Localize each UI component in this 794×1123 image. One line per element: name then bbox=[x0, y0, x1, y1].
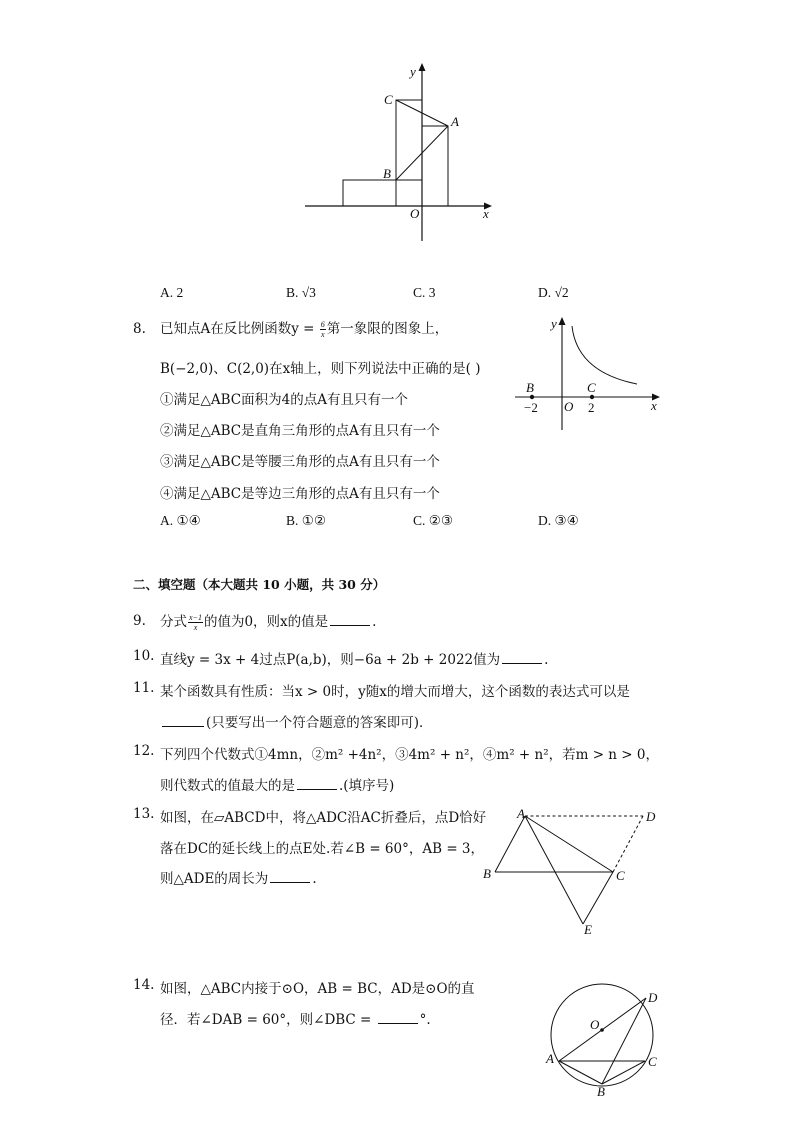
q9-text-a: 分式 bbox=[160, 614, 187, 630]
q13-number: 13. bbox=[133, 806, 155, 822]
q7-label-x: x bbox=[483, 206, 489, 221]
q7-figure bbox=[300, 58, 500, 248]
q13-label-e: E bbox=[584, 922, 592, 937]
q8-statement-3: ③满足△ABC是等腰三角形的点A有且只有一个 bbox=[160, 454, 440, 470]
q8-line1 bbox=[160, 317, 448, 339]
q12-line2-b: .(填序号) bbox=[339, 778, 395, 794]
q8-option-c: C. ②③ bbox=[413, 513, 453, 528]
q13-figure bbox=[478, 802, 668, 942]
q8-figure bbox=[515, 312, 665, 434]
q14-line1: 如图，△ABC内接于⊙O，AB = BC，AD是⊙O的直 bbox=[160, 981, 475, 997]
q8-statement-2: ②满足△ABC是直角三角形的点A有且只有一个 bbox=[160, 423, 440, 439]
q8-statement-1: ①满足△ABC面积为4的点A有且只有一个 bbox=[160, 392, 408, 408]
q8-option-d: D. ③④ bbox=[538, 513, 579, 528]
q10-text bbox=[160, 648, 548, 668]
q14-line2 bbox=[160, 1008, 431, 1028]
section2-title: 二、填空题（本大题共 10 小题，共 30 分） bbox=[133, 577, 386, 592]
q7-option-c: C. 3 bbox=[413, 285, 436, 300]
q13-line2: 落在DC的延长线上的点E处.若∠B = 60°，AB = 3， bbox=[160, 841, 485, 857]
q11-line2-text: (只要写出一个符合题意的答案即可)． bbox=[206, 715, 433, 731]
q11-line1: 某个函数具有性质：当x > 0时，y随x的增大而增大，这个函数的表达式可以是 bbox=[160, 684, 630, 700]
q13-line3 bbox=[160, 867, 317, 887]
q11-answer-blank[interactable] bbox=[162, 725, 204, 727]
q10-text-main: 直线y = 3x + 4过点P(a,b)，则−6a + 2b + 2022值为 bbox=[160, 652, 501, 668]
q9-text bbox=[160, 610, 376, 632]
q12-line2 bbox=[160, 774, 394, 794]
q8-frac-den: x bbox=[321, 330, 325, 339]
q14-label-b: B bbox=[597, 1084, 605, 1098]
q7-label-c: C bbox=[384, 92, 393, 107]
q9-frac-num: x−1 bbox=[189, 613, 202, 622]
q14-number: 14. bbox=[133, 977, 155, 993]
q12-answer-blank[interactable] bbox=[297, 788, 337, 790]
q12-number: 12. bbox=[133, 743, 155, 759]
q8-label-o: O bbox=[564, 399, 574, 414]
q8-label-c: C bbox=[587, 380, 596, 395]
q11-line2 bbox=[160, 711, 433, 731]
q13-answer-blank[interactable] bbox=[270, 881, 310, 883]
q13-label-c: C bbox=[616, 868, 625, 883]
q8-label-neg2: −2 bbox=[524, 400, 538, 415]
q9-end: . bbox=[372, 614, 377, 630]
q13-line1: 如图，在▱ABCD中，将△ADC沿AC折叠后，点D恰好 bbox=[160, 810, 487, 826]
q12-line2-a: 则代数式的值最大的是 bbox=[160, 778, 295, 794]
q10-number: 10. bbox=[133, 648, 155, 664]
q8-label-x: x bbox=[651, 398, 657, 413]
q8-label-2: 2 bbox=[588, 400, 595, 415]
q8-label-b: B bbox=[526, 380, 534, 395]
q8-fraction bbox=[320, 320, 326, 339]
q8-line1-b: 第一象限的图象上， bbox=[326, 321, 449, 337]
q14-line2-a: 径．若∠DAB = 60°，则∠DBC = bbox=[160, 1012, 376, 1028]
q8-statement-4: ④满足△ABC是等边三角形的点A有且只有一个 bbox=[160, 486, 440, 502]
q7-label-b: B bbox=[383, 166, 391, 181]
q10-answer-blank[interactable] bbox=[502, 662, 542, 664]
q8-line2: B(−2,0)、C(2,0)在x轴上，则下列说法中正确的是( ) bbox=[160, 361, 481, 377]
q8-label-y: y bbox=[551, 316, 557, 331]
q11-number: 11. bbox=[133, 680, 155, 696]
q13-label-a: A bbox=[517, 806, 525, 821]
q8-number: 8. bbox=[133, 321, 146, 337]
q13-line3-a: 则△ADE的周长为 bbox=[160, 871, 269, 887]
q13-line3-b: . bbox=[312, 871, 317, 887]
q10-end: . bbox=[544, 652, 549, 668]
q9-number: 9. bbox=[133, 613, 146, 629]
q14-label-c: C bbox=[648, 1054, 657, 1069]
q7-label-o: O bbox=[410, 206, 420, 221]
q8-option-b: B. ①② bbox=[286, 513, 326, 528]
q8-frac-num: 6 bbox=[320, 320, 325, 329]
q8-line1-a: 已知点A在反比例函数y = bbox=[160, 321, 319, 337]
q9-frac-den: x bbox=[193, 623, 198, 632]
q7-option-a: A. 2 bbox=[160, 285, 184, 300]
q9-answer-blank[interactable] bbox=[330, 624, 370, 626]
q7-option-d: D. √2 bbox=[538, 285, 569, 300]
q13-label-b: B bbox=[483, 866, 491, 881]
q12-line1: 下列四个代数式①4mn，②m² +4n²，③4m² + n²，④m² + n²，若m > n > 0， bbox=[160, 747, 659, 763]
q14-label-a: A bbox=[546, 1051, 554, 1066]
q13-label-d: D bbox=[646, 809, 656, 824]
q9-text-b: 的值为0，则x的值是 bbox=[203, 614, 329, 630]
q14-figure bbox=[540, 978, 665, 1098]
q8-option-a: A. ①④ bbox=[160, 513, 201, 528]
q7-option-b: B. √3 bbox=[286, 285, 316, 300]
q14-label-o: O bbox=[590, 1017, 600, 1032]
q9-fraction bbox=[188, 613, 203, 632]
q14-answer-blank[interactable] bbox=[378, 1022, 418, 1024]
q14-label-d: D bbox=[648, 990, 658, 1005]
q7-label-a: A bbox=[451, 114, 459, 129]
q7-label-y: y bbox=[410, 64, 416, 79]
q14-line2-b: °. bbox=[419, 1012, 431, 1028]
